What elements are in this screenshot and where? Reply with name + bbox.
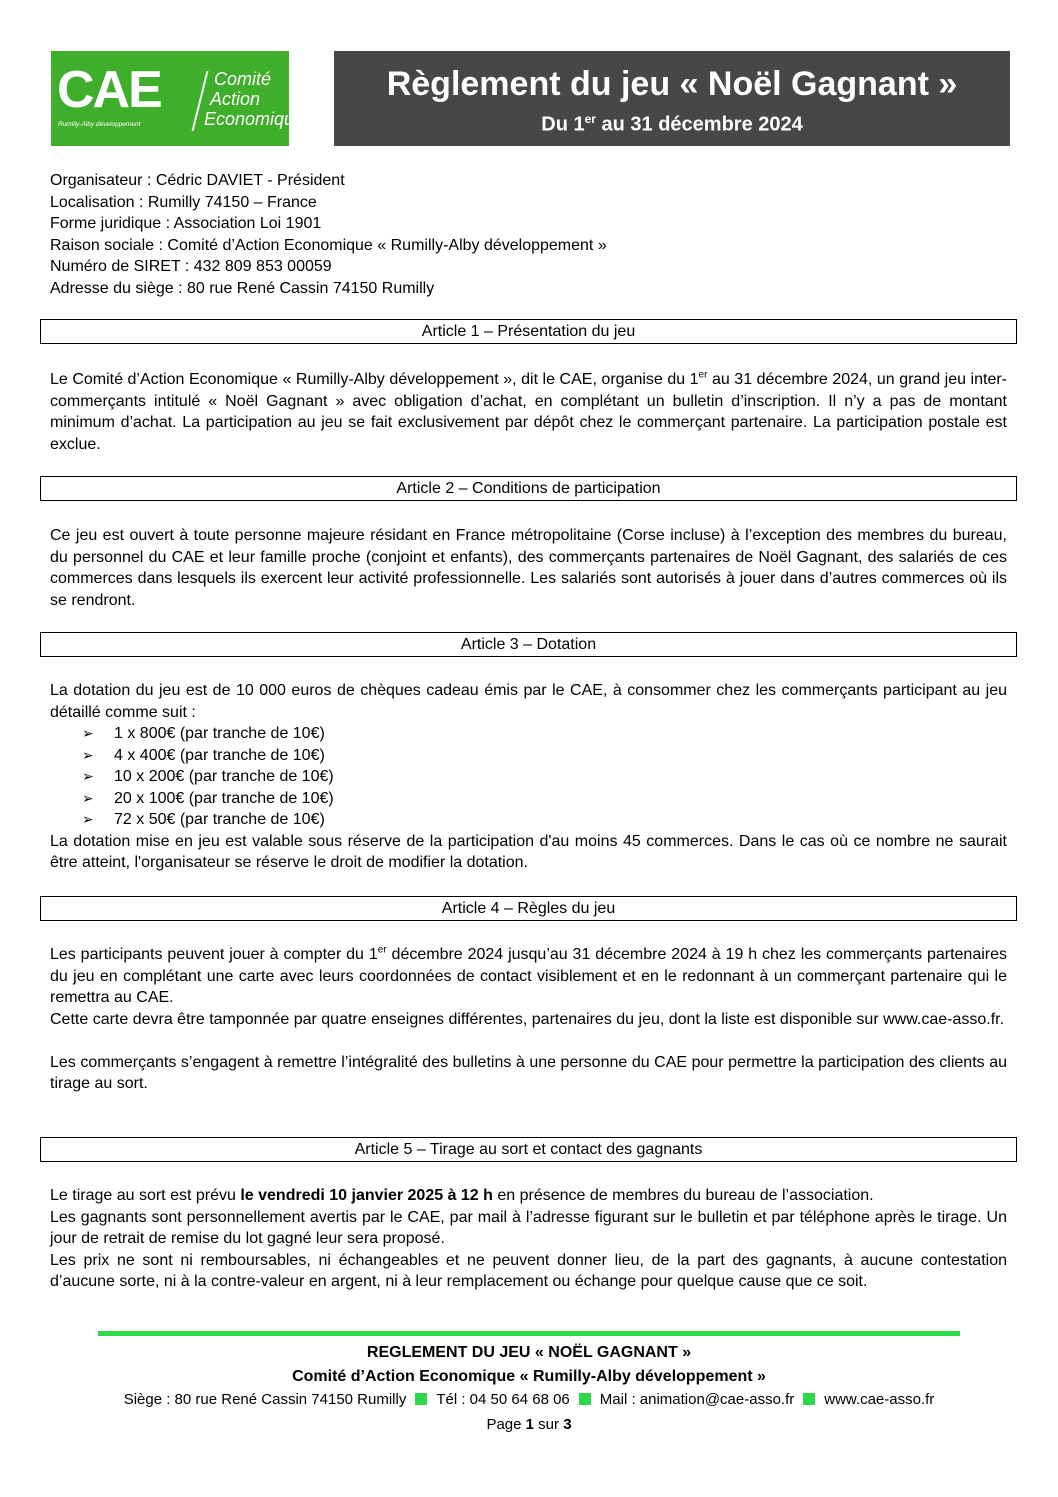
article-2-body: Ce jeu est ouvert à toute personne majeure résidant en France métropolitaine (Corse incluse) à l’exception des membres du bureau, du personnel du CAE et leur famille proche (conjoint et enfants), des commerçants partenaires de Noël Gagnant, des salariés de ces commerces dans lesquels ils exercent leur activité professionnelle. Les salariés sont autorisés à jouer dans d’autres commerces où ils se rendront. <box>50 527 1007 609</box>
arrow-bullet-icon: ➢ <box>82 811 94 827</box>
logo-word-3: Economique <box>204 109 305 129</box>
logo-cae-text: CAE <box>57 61 161 119</box>
siret-line: Numéro de SIRET : 432 809 853 00059 <box>50 258 332 275</box>
prize-item: ➢ 20 x 100€ (par tranche de 10€) <box>82 788 1007 810</box>
prize-item: ➢ 10 x 200€ (par tranche de 10€) <box>82 766 1007 788</box>
arrow-bullet-icon: ➢ <box>82 725 94 741</box>
footer-contact <box>0 1391 1058 1408</box>
footer-title: REGLEMENT DU JEU « NOËL GAGNANT » <box>366 1344 692 1361</box>
location-line: Localisation : Rumilly 74150 – France <box>50 193 317 211</box>
article-3-heading: Article 3 – Dotation <box>40 632 1017 657</box>
logo-word-1: Comité <box>214 69 272 89</box>
prize-item: ➢ 1 x 800€ (par tranche de 10€) <box>82 723 1007 745</box>
article-5-heading: Article 5 – Tirage au sort et contact des gagnants <box>40 1137 1017 1162</box>
article-2-heading: Article 2 – Conditions de participation <box>40 476 1017 501</box>
organizer-info <box>50 170 607 299</box>
arrow-bullet-icon: ➢ <box>82 789 94 806</box>
article-1-heading: Article 1 – Présentation du jeu <box>40 319 1017 344</box>
footer-subtitle: Comité d’Action Economique « Rumilly-Alby développement » <box>292 1368 766 1385</box>
green-square-icon <box>803 1393 815 1405</box>
prize-item: ➢ 72 x 50€ (par tranche de 10€) <box>82 809 1007 831</box>
company-name-line: Raison sociale : Comité d’Action Economique « Rumilly-Alby développement » <box>50 236 607 254</box>
page-subtitle: Du 1er au 31 décembre 2024 <box>541 112 803 136</box>
article-5-body: Le tirage au sort est prévu le vendredi 10 janvier 2025 à 12 h en présence de membres du bureau de l’association. Les gagnants sont personnellement avertis par le CAE, par mail à l’adresse figurant sur le bulletin et par téléphone après le tirage. Un jour de retrait de remise du lot gagné leur sera proposé. Les prix ne sont ni remboursables, ni échangeables et ne peuvent donner lieu, de la part des gagnants, à aucune contestation d’aucune sorte, ni à la contre-valeur en argent, ni à leur remplacement ou échange pour quelque cause que ce soit. <box>50 1187 1007 1290</box>
green-square-icon <box>579 1393 591 1405</box>
arrow-bullet-icon: ➢ <box>82 746 94 763</box>
prize-list <box>50 723 1007 831</box>
prize-item: ➢ 4 x 400€ (par tranche de 10€) <box>82 745 1007 767</box>
footer-email: Mail : animation@cae-asso.fr <box>599 1391 795 1408</box>
article-4-heading: Article 4 – Règles du jeu <box>40 896 1017 921</box>
page-number: Page 1 sur 3 <box>486 1416 572 1433</box>
logo-word-2: Action <box>210 89 261 109</box>
organizer-line: Organisateur : Cédric DAVIET - Président <box>50 172 345 189</box>
arrow-bullet-icon: ➢ <box>82 768 94 784</box>
logo-words <box>172 69 305 129</box>
page-title: Règlement du jeu « Noël Gagnant » <box>386 65 958 103</box>
article-3-body: La dotation du jeu est de 10 000 euros de chèques cadeau émis par le CAE, à consommer chez les commerçants participant au jeu détaillé comme suit : ➢ 1 x 800€ (par tranche de 10€) ➢ 4 x 400€ (par tranche de 10€) ➢ 10 x 200€ (par tranche de 10€) ➢ 20 x 100€ (par tranche de 10€) ➢ 72 x 50€ (par tranche de 10€) La dotation mise en jeu est valable sous réserve de la participation d'au moins 45 commerces. Dans le cas où ce nombre ne saurait être atteint, l'organisateur se réserve le droit de modifier la dotation. <box>50 682 1007 871</box>
footer-divider <box>98 1331 960 1336</box>
footer-website: www.cae-asso.fr <box>824 1391 935 1408</box>
footer-phone: Tél : 04 50 64 68 06 <box>436 1391 570 1408</box>
green-square-icon <box>415 1393 427 1405</box>
cae-logo <box>51 51 305 146</box>
article-4-body: Les participants peuvent jouer à compter du 1er décembre 2024 jusqu’au 31 décembre 2024 à 19 h chez les commerçants partenaires du jeu en complétant une carte avec leurs coordonnées de contact visiblement et en le redonnant à un commerçant partenaire qui le remettra au CAE. Cette carte devra être tamponnée par quatre enseignes différentes, partenaires du jeu, dont la liste est disponible sur www.cae-asso.fr. Les commerçants s’engagent à remettre l’intégralité des bulletins à une personne du CAE pour permettre la participation des clients au tirage au sort. <box>50 944 1008 1092</box>
logo-subtitle: Rumilly-Alby développement <box>58 121 141 128</box>
article-1-body: Le Comité d’Action Economique « Rumilly-Alby développement », dit le CAE, organise du 1er au 31 décembre 2024, un grand jeu inter-commerçants intitulé « Noël Gagnant » avec obligation d’achat, en complétant un bulletin d’inscription. Il n’y a pas de montant minimum d’achat. La participation au jeu se fait exclusivement par dépôt chez le commerçant partenaire. La participation postale est exclue. <box>50 369 1007 453</box>
address-line: Adresse du siège : 80 rue René Cassin 74150 Rumilly <box>50 279 435 297</box>
title-banner <box>334 51 1010 146</box>
footer-address: Siège : 80 rue René Cassin 74150 Rumilly <box>123 1391 407 1408</box>
legal-form-line: Forme juridique : Association Loi 1901 <box>50 215 322 232</box>
